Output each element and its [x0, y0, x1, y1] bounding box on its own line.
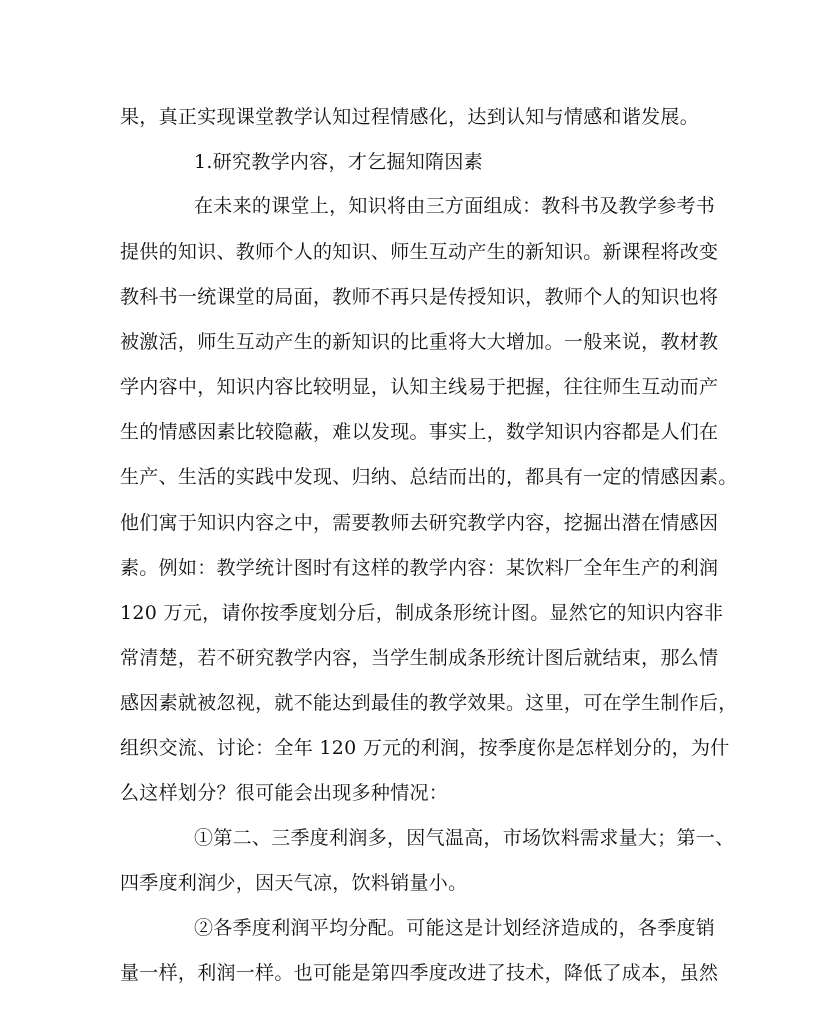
paragraph-line: 被激活，师生互动产生的新知识的比重将大大增加。一般来说，教材教	[120, 331, 719, 353]
paragraph-line: 组织交流、讨论：全年 120 万元的利润，按季度你是怎样划分的，为什	[120, 737, 730, 759]
paragraph-line: 教科书一统课堂的局面，教师不再只是传授知识，教师个人的知识也将	[120, 286, 719, 308]
paragraph-line: 他们寓于知识内容之中，需要教师去研究教学内容，挖掘出潜在情感因	[120, 512, 719, 534]
paragraph-line: 常清楚，若不研究教学内容，当学生制成条形统计图后就结束，那么情	[120, 647, 719, 669]
list-item-2-line: ②各季度利润平均分配。可能这是计划经济造成的，各季度销	[194, 917, 716, 939]
paragraph-line: 素。例如：教学统计图时有这样的教学内容：某饮料厂全年生产的利润	[120, 557, 719, 579]
list-item-1-continuation: 四季度利润少，因天气凉，饮料销量小。	[120, 872, 468, 894]
list-item-2-continuation: 量一样，利润一样。也可能是第四季度改进了技术，降低了成本，虽然	[120, 962, 719, 984]
paragraph-line: 生的情感因素比较隐蔽，难以发现。事实上，数学知识内容都是人们在	[120, 421, 719, 443]
paragraph-continuation-line: 果，真正实现课堂教学认知过程情感化，达到认知与情感和谐发展。	[120, 106, 700, 128]
paragraph-line: 生产、生活的实践中发现、归纳、总结而出的，都具有一定的情感因素。	[120, 466, 738, 488]
paragraph-first-line: 在未来的课堂上，知识将由三方面组成：教科书及教学参考书	[194, 195, 716, 217]
paragraph-line: 学内容中，知识内容比较明显，认知主线易于把握，往往师生互动而产	[120, 376, 719, 398]
section-heading-1: 1.研究教学内容，才乞掘知隋因素	[194, 151, 483, 173]
paragraph-line: 120 万元，请你按季度划分后，制成条形统计图。显然它的知识内容非	[120, 602, 724, 624]
paragraph-last-line: 么这样划分？很可能会出现多种情况：	[120, 782, 449, 804]
paragraph-line: 感因素就被忽视，就不能达到最佳的教学效果。这里，可在学生制作后，	[120, 692, 738, 714]
paragraph-line: 提供的知识、教师个人的知识、师生互动产生的新知识。新课程将改变	[120, 241, 719, 263]
list-item-1-line: ①第二、三季度利润多，因气温高，市场饮料需求量大；第一、	[194, 827, 735, 849]
